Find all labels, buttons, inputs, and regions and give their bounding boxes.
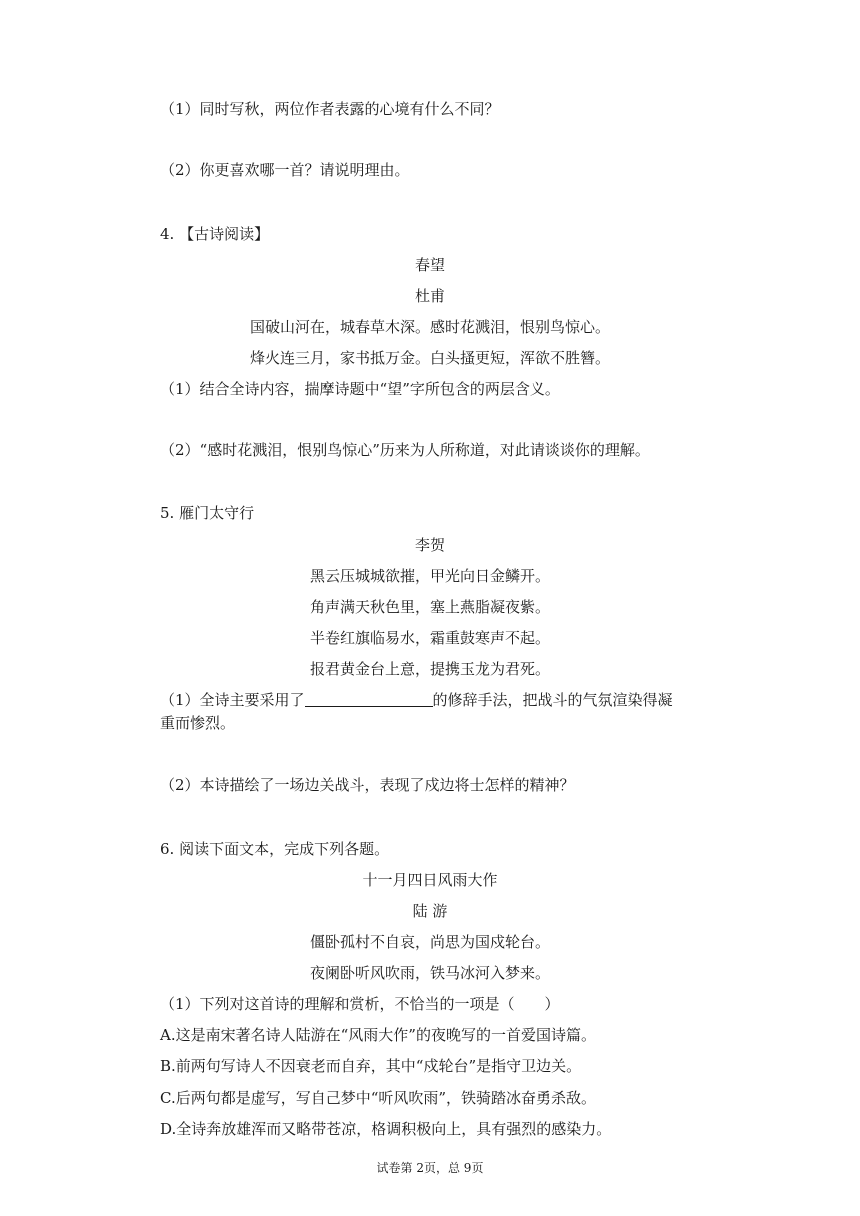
- q4-poem-line: 国破山河在，城春草木深。感时花溅泪，恨别鸟惊心。: [249, 318, 610, 336]
- q3-sub1: （1）同时写秋，两位作者表露的心境有什么不同？: [160, 100, 500, 118]
- q4-sub2: （2）“感时花溅泪，恨别鸟惊心”历来为人所称道，对此请谈谈你的理解。: [160, 441, 650, 459]
- q6-option-a: A.这是南宋著名诗人陆游在“风雨大作”的夜晚写的一首爱国诗篇。: [160, 1026, 596, 1044]
- q5-sub1-suffix: 的修辞手法，把战斗的气氛渲染得凝: [432, 691, 673, 709]
- q5-heading: 5. 雁门太守行: [160, 504, 255, 522]
- page-footer: 试卷第 2页，总 9页: [376, 1161, 484, 1175]
- q5-sub1-prefix: （1）全诗主要采用了: [160, 691, 305, 709]
- q5-poem-line: 报君黄金台上意，提携玉龙为君死。: [309, 660, 550, 678]
- answer-blank[interactable]: [305, 692, 433, 707]
- q5-poem-line: 半卷红旗临易水，霜重鼓寒声不起。: [309, 629, 550, 647]
- q5-poem-line: 黑云压城城欲摧，甲光向日金鳞开。: [309, 567, 550, 585]
- q5-poem-author: 李贺: [414, 536, 445, 554]
- q6-poem-line: 僵卧孤村不自哀，尚思为国戍轮台。: [309, 933, 550, 951]
- q4-poem-title: 春望: [414, 256, 445, 274]
- q6-option-d: D.全诗奔放雄浑而又略带苍凉，格调积极向上，具有强烈的感染力。: [160, 1120, 612, 1138]
- q5-sub2: （2）本诗描绘了一场边关战斗，表现了戍边将士怎样的精神？: [160, 776, 575, 794]
- q5-poem-line: 角声满天秋色里，塞上燕脂凝夜紫。: [309, 598, 550, 616]
- q6-poem-title: 十一月四日风雨大作: [362, 871, 498, 889]
- q3-sub2: （2）你更喜欢哪一首？请说明理由。: [160, 161, 410, 179]
- q6-option-c: C.后两句都是虚写，写自己梦中“听风吹雨”，铁骑踏冰奋勇杀敌。: [160, 1089, 597, 1107]
- q4-sub1: （1）结合全诗内容，揣摩诗题中“望”字所包含的两层含义。: [160, 380, 560, 398]
- q5-sub1-continued: 重而惨烈。: [160, 714, 236, 732]
- q6-heading: 6. 阅读下面文本，完成下列各题。: [160, 840, 390, 858]
- q4-heading: 4. 【古诗阅读】: [160, 225, 270, 243]
- q4-poem-line: 烽火连三月，家书抵万金。白头搔更短，浑欲不胜簪。: [249, 349, 610, 367]
- q6-option-b: B.前两句写诗人不因衰老而自弃，其中“戍轮台”是指守卫边关。: [160, 1057, 582, 1075]
- q6-sub1: （1）下列对这首诗的理解和赏析，不恰当的一项是（ ）: [160, 995, 560, 1013]
- q5-sub1: [160, 692, 673, 708]
- q6-poem-author: 陆 游: [412, 902, 448, 920]
- q6-poem-line: 夜阑卧听风吹雨，铁马冰河入梦来。: [309, 964, 550, 982]
- q4-poem-author: 杜甫: [414, 287, 445, 305]
